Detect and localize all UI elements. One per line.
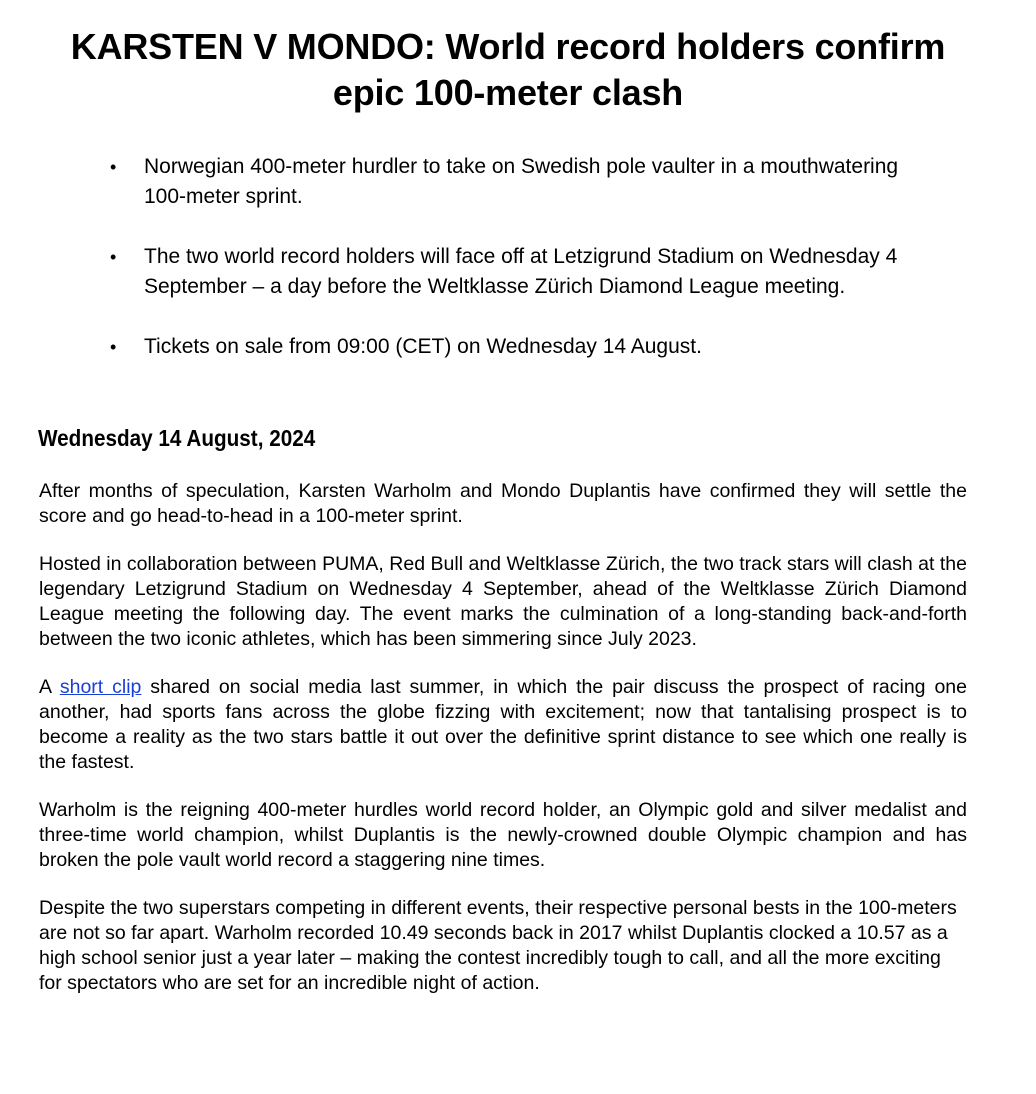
summary-bullet	[0, 242, 934, 302]
bullet-icon: •	[110, 337, 117, 357]
summary-bullet-text: Norwegian 400-meter hurdler to take on Swedish pole vaulter in a mouthwatering 100-meter sprint.	[144, 155, 899, 208]
dateline: Wednesday 14 August, 2024	[38, 425, 316, 451]
short-clip-link[interactable]: short clip	[59, 676, 142, 698]
paragraph-short-clip	[39, 675, 967, 775]
paragraph-personal-bests: Despite the two superstars competing in different events, their respective personal bests in the 100-meters are not so far apart. Warholm recorded 10.49 seconds back in 2017 whilst Duplantis clocked a 10.57 as a high school senior just a year later – making the contest incredibly tough to call, and all the more exciting for spectators who are set for an incredible night of action.	[39, 897, 957, 994]
paragraph-intro: After months of speculation, Karsten Warholm and Mondo Duplantis have confirmed they will settle the score and go head-to-head in a 100-meter sprint.	[39, 480, 967, 527]
summary-bullet-text: The two world record holders will face off at Letzigrund Stadium on Wednesday 4 September – a day before the Weltklasse Zürich Diamond League meeting.	[144, 245, 898, 298]
headline: KARSTEN V MONDO: World record holders confirm epic 100-meter clash	[70, 26, 946, 113]
article-body	[39, 479, 967, 1019]
paragraph-short-clip-suffix: shared on social media last summer, in which the pair discuss the prospect of racing one another, had sports fans across the globe fizzing with excitement; now that tantalising prospect is to become a reality as the two stars battle it out over the definitive sprint distance to see which one really is the fastest.	[39, 676, 967, 773]
bullet-icon: •	[110, 247, 117, 267]
bullet-icon: •	[110, 157, 117, 177]
paragraph-short-clip-prefix: A	[39, 676, 60, 698]
paragraph-athlete-records: Warholm is the reigning 400-meter hurdles world record holder, an Olympic gold and silver medalist and three-time world champion, whilst Duplantis is the newly-crowned double Olympic champion and has broken the pole vault world record a staggering nine times.	[39, 799, 967, 871]
summary-bullet	[0, 152, 934, 212]
summary-bullet	[0, 332, 934, 362]
summary-bullet-text: Tickets on sale from 09:00 (CET) on Wednesday 14 August.	[144, 335, 702, 358]
summary-bullet-list	[0, 152, 1036, 392]
paragraph-event-details: Hosted in collaboration between PUMA, Red Bull and Weltklasse Zürich, the two track stars will clash at the legendary Letzigrund Stadium on Wednesday 4 September, ahead of the Weltklasse Zürich Diamond League meeting the following day. The event marks the culmination of a long-standing back-and-forth between the two iconic athletes, which has been simmering since July 2023.	[39, 553, 967, 650]
